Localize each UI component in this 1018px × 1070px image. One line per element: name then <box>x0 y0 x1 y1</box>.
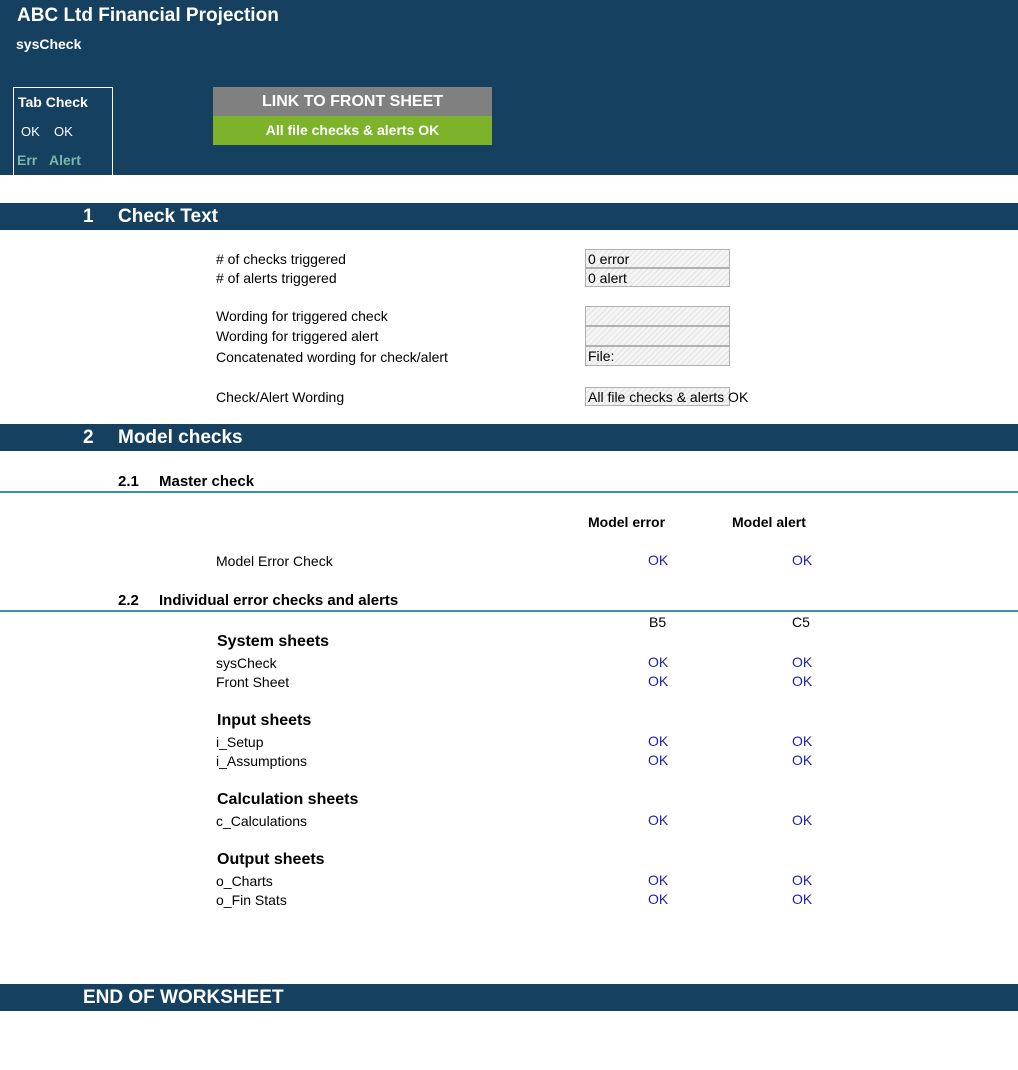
sheet-row-label: sysCheck <box>216 655 277 671</box>
section-2-number: 2 <box>83 427 94 448</box>
tab-check-title: Tab Check <box>18 94 88 110</box>
checks-triggered-value[interactable]: 0 error <box>585 249 730 268</box>
wording-check-label: Wording for triggered check <box>216 308 388 324</box>
model-error-check-alert: OK <box>792 552 813 568</box>
model-alert-column-header: Model alert <box>732 514 806 530</box>
section-2-title: Model checks <box>118 427 243 448</box>
model-error-column-header: Model error <box>588 514 666 530</box>
sheet-row-error: OK <box>648 872 669 888</box>
status-banner: All file checks & alerts OK <box>213 116 492 145</box>
concat-wording-label: Concatenated wording for check/alert <box>216 349 448 365</box>
sheet-row-alert: OK <box>792 891 813 907</box>
sheet-row-label: o_Charts <box>216 873 273 889</box>
section-2-bar <box>0 424 1018 451</box>
check-alert-wording-label: Check/Alert Wording <box>216 389 345 405</box>
tab-check-alert-value: OK <box>54 124 73 139</box>
sheet-row-label: i_Assumptions <box>216 753 308 769</box>
sheet-row-alert: OK <box>792 812 813 828</box>
checks-triggered-label: # of checks triggered <box>216 251 346 267</box>
sheet-row-alert: OK <box>792 752 813 768</box>
group-input-sheets-title: Input sheets <box>217 712 312 729</box>
model-error-check-error: OK <box>648 552 669 568</box>
check-alert-wording-value[interactable]: All file checks & alerts OK <box>585 387 730 406</box>
concat-wording-value[interactable]: File: <box>585 346 730 366</box>
sheet-row-label: i_Setup <box>216 734 264 750</box>
sheet-row-error: OK <box>648 752 669 768</box>
sheet-row-error: OK <box>648 673 669 689</box>
workbook-title: ABC Ltd Financial Projection <box>17 5 279 26</box>
sheet-row-label: Front Sheet <box>216 674 290 690</box>
wording-check-value[interactable] <box>585 306 730 326</box>
alert-cell-reference: C5 <box>792 614 810 630</box>
wording-alert-value[interactable] <box>585 326 730 346</box>
error-cell-reference: B5 <box>649 614 667 630</box>
subsection-2-1-number: 2.1 <box>118 473 139 490</box>
section-1-title: Check Text <box>118 206 218 227</box>
alerts-triggered-label: # of alerts triggered <box>216 270 337 286</box>
end-of-worksheet-bar <box>0 984 1018 1011</box>
sheet-row-alert: OK <box>792 673 813 689</box>
group-output-sheets-title: Output sheets <box>217 851 325 868</box>
tab-check-error-label: Err <box>17 152 38 168</box>
sheet-name: sysCheck <box>16 36 82 52</box>
model-error-check-label: Model Error Check <box>216 553 333 569</box>
subsection-2-2-title: Individual error checks and alerts <box>159 592 399 609</box>
subsection-2-2-number: 2.2 <box>118 592 139 609</box>
sheet-row-error: OK <box>648 812 669 828</box>
tab-check-panel <box>13 87 113 175</box>
worksheet-header <box>0 0 1018 175</box>
section-1-number: 1 <box>83 206 94 227</box>
alerts-triggered-value[interactable]: 0 alert <box>585 268 730 287</box>
group-calculation-sheets-title: Calculation sheets <box>217 791 359 808</box>
sheet-row-alert: OK <box>792 733 813 749</box>
sheet-row-label: c_Calculations <box>216 813 308 829</box>
group-system-sheets-title: System sheets <box>217 633 330 650</box>
end-of-worksheet-title: END OF WORKSHEET <box>83 987 284 1008</box>
sheet-row-label: o_Fin Stats <box>216 892 287 908</box>
subsection-2-1-title: Master check <box>159 473 255 490</box>
sheet-row-error: OK <box>648 654 669 670</box>
subsection-2-1-divider <box>0 491 1018 493</box>
section-1-bar <box>0 203 1018 230</box>
sheet-row-error: OK <box>648 891 669 907</box>
tab-check-alert-label: Alert <box>49 152 81 168</box>
subsection-2-2-divider <box>0 610 1018 612</box>
sheet-row-alert: OK <box>792 872 813 888</box>
tab-check-error-value: OK <box>21 124 40 139</box>
sheet-row-alert: OK <box>792 654 813 670</box>
sheet-row-error: OK <box>648 733 669 749</box>
wording-alert-label: Wording for triggered alert <box>216 328 379 344</box>
link-to-front-sheet-button[interactable]: LINK TO FRONT SHEET <box>213 87 492 116</box>
